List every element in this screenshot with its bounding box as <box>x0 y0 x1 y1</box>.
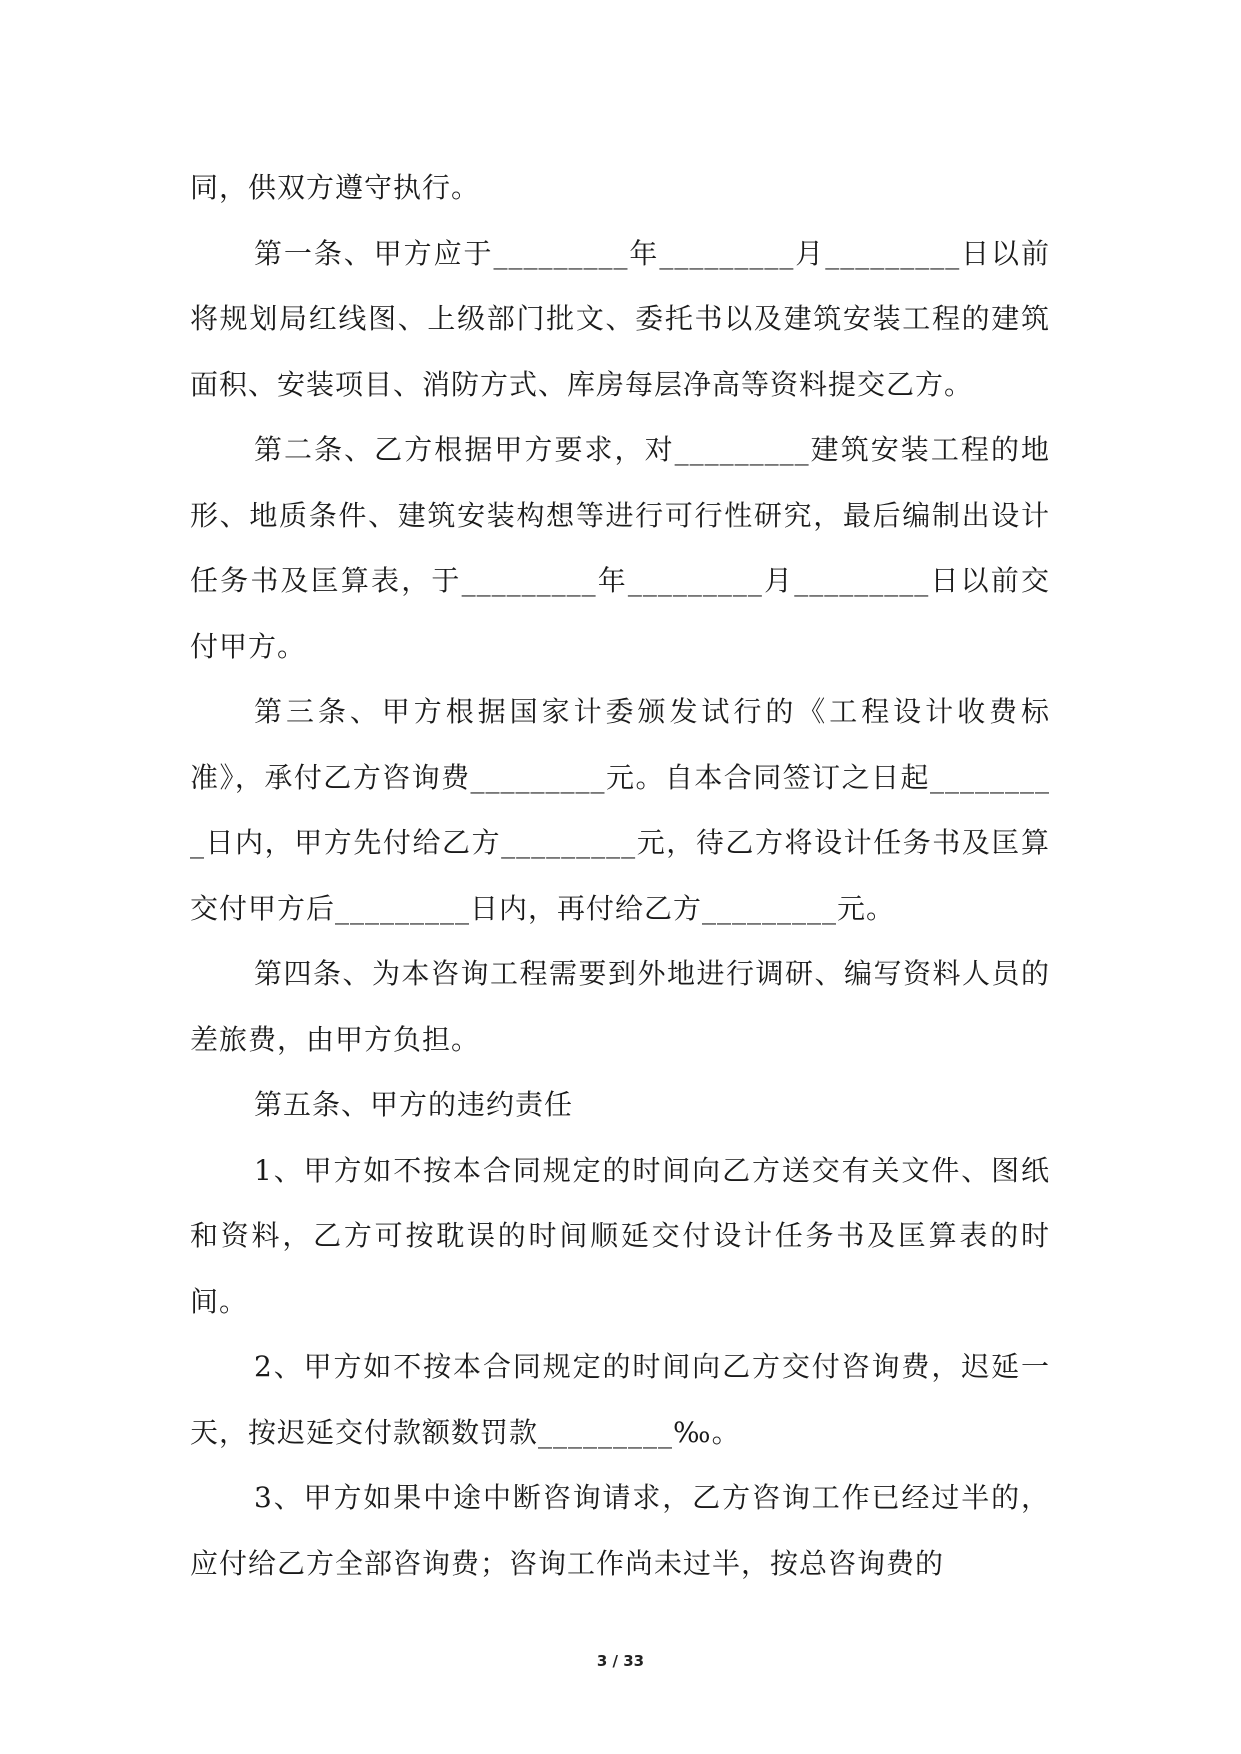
paragraph-article-2: 第二条、乙方根据甲方要求，对_________建筑安装工程的地形、地质条件、建筑安装构想等进行可行性研究，最后编制出设计任务书及匡算表，于_________年_________月_________日以前交付甲方。 <box>190 433 1050 663</box>
paragraph-article-4: 第四条、为本咨询工程需要到外地进行调研、编写资料人员的差旅费，由甲方负担。 <box>190 957 1050 1056</box>
paragraph-clause-1: 1、甲方如不按本合同规定的时间向乙方送交有关文件、图纸和资料，乙方可按耽误的时间顺延交付设计任务书及匡算表的时间。 <box>190 1153 1050 1318</box>
paragraph-article-1: 第一条、甲方应于_________年_________月_________日以前将规划局红线图、上级部门批文、委托书以及建筑安装工程的建筑面积、安装项目、消防方式、库房每层净高等资料提交乙方。 <box>190 236 1050 401</box>
paragraph-article-5-heading: 第五条、甲方的违约责任 <box>254 1088 574 1121</box>
paragraph-clause-2: 2、甲方如不按本合同规定的时间向乙方交付咨询费，迟延一天，按迟延交付款额数罚款_________‰。 <box>190 1350 1050 1449</box>
page-number: 3 / 33 <box>596 1652 645 1670</box>
paragraph-continuation: 同，供双方遵守执行。 <box>190 171 481 204</box>
paragraph-article-3: 第三条、甲方根据国家计委颁发试行的《工程设计收费标准》，承付乙方咨询费_________元。自本合同签订之日起_________日内，甲方先付给乙方_________元，待乙方将设计任务书及匡算交付甲方后_________日内，再付给乙方_________元。 <box>190 695 1050 925</box>
document-body <box>190 155 1050 1596</box>
paragraph-clause-3: 3、甲方如果中途中断咨询请求，乙方咨询工作已经过半的，应付给乙方全部咨询费；咨询工作尚未过半，按总咨询费的 <box>190 1481 1050 1580</box>
